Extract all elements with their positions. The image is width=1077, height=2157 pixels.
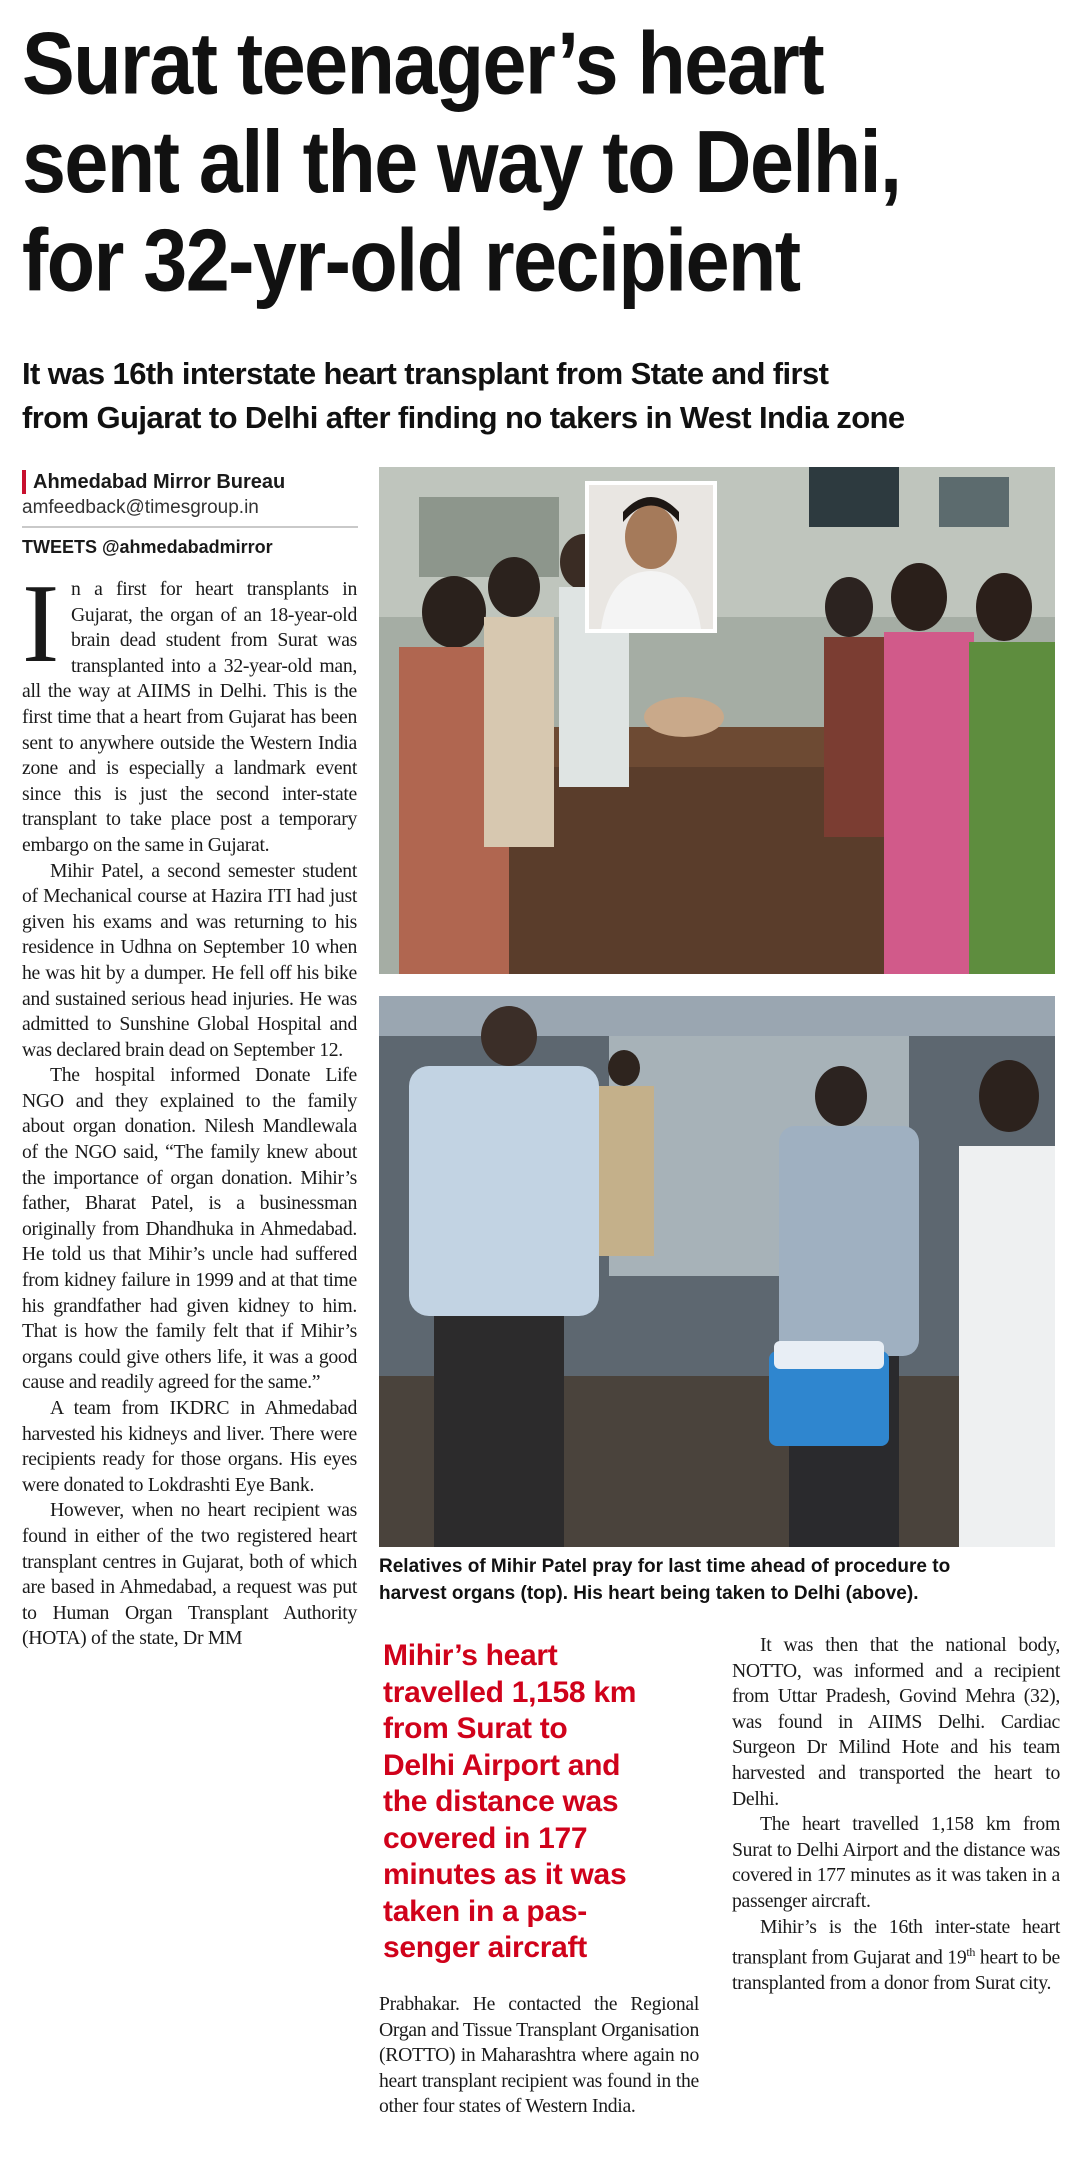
subheadline-line-2: from Gujarat to Delhi after finding no takers in West India zone [22,400,905,435]
hospital-family-photo [379,467,1055,974]
article-paragraph-1 [22,562,357,859]
headline [22,14,1062,310]
pull-quote-line: Delhi Airport and [383,1748,621,1782]
subheadline [22,352,1062,440]
drop-cap: I [22,562,59,686]
article-column-2 [379,1992,699,2120]
article-column-1 [22,562,357,1652]
headline-line-3: for 32-yr-old recipient [22,210,800,310]
article-paragraph-9-end: heart to be transplanted from a donor from Surat city. [732,1946,1060,1995]
ordinal-suffix: th [966,1945,976,1960]
article-paragraph-6: Prabhakar. He contacted the Regional Organ and Tissue Transplant Organisation (ROTTO) in Maharashtra where again no heart transplant recipient was found in the other four states of Western India. [379,1993,699,2118]
byline-bureau: Ahmedabad Mirror Bureau [22,470,358,494]
pull-quote-line: travelled 1,158 km [383,1675,637,1709]
pull-quote-line: Mihir’s heart [383,1639,558,1672]
photo-caption-line-2: harvest organs (top). His heart being taken to Delhi (above). [379,1583,919,1604]
pull-quote [383,1638,703,1967]
pull-quote-line: from Surat to [383,1712,568,1745]
article-paragraph-9 [732,1915,1060,1997]
article-paragraph-7: It was then that the national body, NOTTO, was informed and a recipient from Uttar Pradesh, Govind Mehra (32), was found in AIIMS Delhi. Cardiac Surgeon Dr Milind Hote and his team harvested and transported the heart to Delhi. [732,1634,1060,1810]
photo-caption [379,1553,1055,1607]
photo-caption-line-1: Relatives of Mihir Patel pray for last time ahead of procedure to [379,1556,951,1577]
article-column-3 [732,1633,1060,1997]
byline-divider [22,526,358,528]
article-paragraph-4: A team from IKDRC in Ahmedabad harvested his kidneys and liver. There were recipients ready for those organs. His eyes were donated to Lokdrashti Eye Bank. [22,1397,357,1496]
byline [22,470,358,558]
pull-quote-line: minutes as it was [383,1858,627,1891]
article-paragraph-2: Mihir Patel, a second semester student of Mechanical course at Hazira ITI had just given his exams and was returning to his residence in Udhna on September 10 when he was hit by a dumper. He fell off his bike and sustained serious head injuries. He was admitted to Sunshine Global Hospital and was declared brain dead on September 12. [22,859,357,1061]
pull-quote-line: taken in a pas- [383,1894,587,1928]
byline-email[interactable]: amfeedback@timesgroup.in [22,497,259,518]
pull-quote-line: senger aircraft [383,1931,587,1964]
pull-quote-line: the distance was [383,1785,619,1818]
hospital-scene-illustration [379,467,1055,974]
headline-line-2: sent all the way to Delhi, [22,111,901,212]
airport-scene-illustration [379,996,1055,1547]
article-paragraph-1-text: n a first for heart transplants in Gujarat, the organ of an 18-year-old brain dead student from Surat was transplanted into a 32-year-old man, all the way at AIIMS in Delhi. This is the first time that a heart from Gujarat has been sent to anywhere outside the Western India zone and is especially a landmark event since this is just the second inter-state transplant to take place post a temporary embargo on the same in Gujarat. [22,578,357,856]
airport-heart-transport-photo [379,996,1055,1547]
article-paragraph-9-start: Mihir’s is the 16th inter-state heart transplant from Gujarat and 19 [732,1915,1060,1969]
article-paragraph-3: The hospital informed Donate Life NGO and they explained to the family about organ donation. Nilesh Mandlewala of the NGO said, “The family knew about the importance of organ donation. Mihir’s father, Bharat Patel, is a businessman originally from Dhandhuka in Ahmedabad. He told us that Mihir’s uncle had suffered from kidney failure in 1999 and at that time his grandfather had given kidney to him. That is how the family felt that if Mihir’s organs could give others life, it was a good cause and readily agreed for the same.” [22,1064,357,1394]
subheadline-line-1: It was 16th interstate heart transplant from State and first [22,356,829,391]
pull-quote-line: covered in 177 [383,1821,588,1855]
article-paragraph-5: However, when no heart recipient was found in either of the two registered heart transplant centres in Gujarat, both of which are based in Ahmedabad, a request was put to Human Organ Transplant Authority (HOTA) of the state, Dr MM [22,1499,357,1650]
byline-twitter-handle[interactable]: TWEETS @ahmedabadmirror [22,537,273,557]
headline-line-1: Surat teenager’s heart [22,12,824,113]
article-paragraph-8: The heart travelled 1,158 km from Surat to Delhi Airport and the distance was covered in 177 minutes as it was taken in a passenger aircraft. [732,1813,1060,1912]
